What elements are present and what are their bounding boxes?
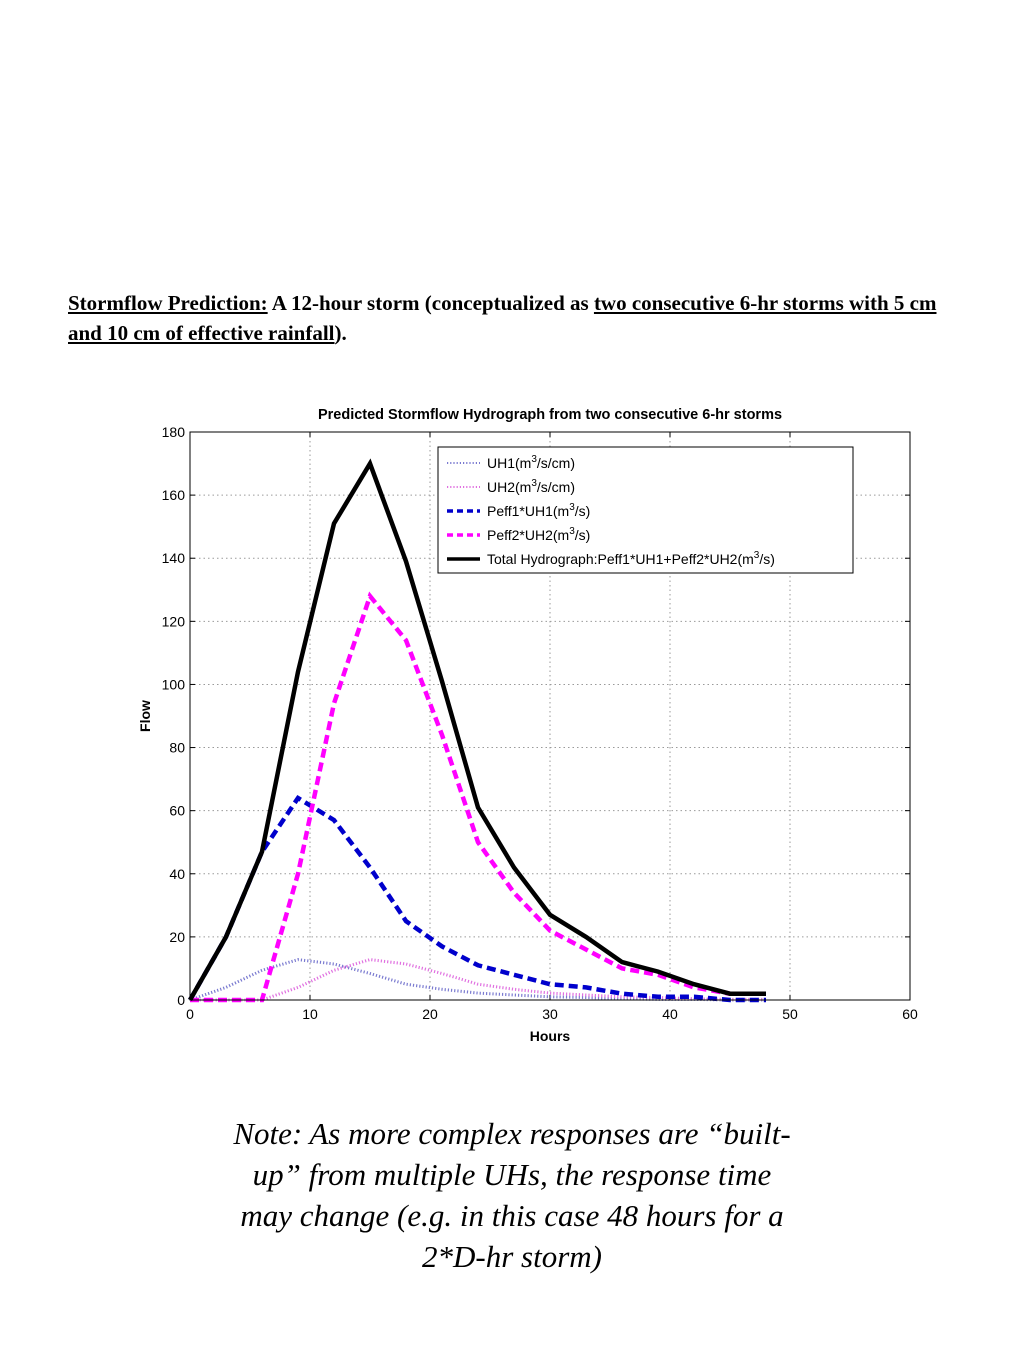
x-tick-label: 40 <box>662 1006 678 1022</box>
note-text: Note: As more complex responses are “built-up” from multiple UHs, the response time may change (e.g. in this case 48 hours for a 2*D-hr storm) <box>233 1116 791 1274</box>
y-tick-label: 60 <box>169 802 185 819</box>
legend-label-2: $UH2(m^3/s/cm)$ <box>487 478 576 495</box>
legend-label-4: $Peff2*UH2(m^3/s)$ <box>487 526 591 543</box>
x-tick-label: 10 <box>302 1006 318 1022</box>
y-tick-label: 0 <box>177 992 185 1008</box>
y-tick-label: 20 <box>169 928 185 945</box>
chart-title: Predicted Stormflow Hydrograph from two consecutive 6-hr storms <box>317 407 783 423</box>
x-tick-label: 20 <box>422 1006 438 1022</box>
heading-label: Stormflow Prediction: <box>68 291 268 315</box>
x-tick-label: 30 <box>542 1006 558 1022</box>
legend <box>438 447 853 573</box>
y-tick-label: 140 <box>161 550 185 567</box>
y-tick-label: 120 <box>161 613 185 630</box>
legend-label-5: Total $Hydrograph:Peff1*UH1+Peff2*UH2(m^3/s)$ <box>487 550 775 567</box>
y-tick-label: 100 <box>161 676 185 693</box>
x-tick-label: 0 <box>186 1006 194 1022</box>
y-tick-label: 40 <box>169 865 185 882</box>
y-axis-title: Flow <box>137 700 153 732</box>
legend-label-3: $Peff1*UH1(m^3/s)$ <box>487 502 591 519</box>
heading-underlined-text: two consecutive 6-hr storms with 5 cm and 10 cm of effective rainfall <box>68 291 937 345</box>
x-axis-title: Hours <box>529 1028 571 1044</box>
legend-label-1: $UH1(m^3/s/cm)$ <box>487 454 576 471</box>
x-tick-label: 50 <box>782 1006 798 1022</box>
y-tick-label: 160 <box>161 487 185 504</box>
heading-text-2: ). <box>334 321 347 345</box>
y-tick-label: 80 <box>169 739 185 756</box>
y-tick-label: 180 <box>161 424 185 440</box>
heading-text-1: A 12-hour storm (conceptualized as <box>267 291 594 315</box>
x-tick-label: 60 <box>902 1006 918 1022</box>
